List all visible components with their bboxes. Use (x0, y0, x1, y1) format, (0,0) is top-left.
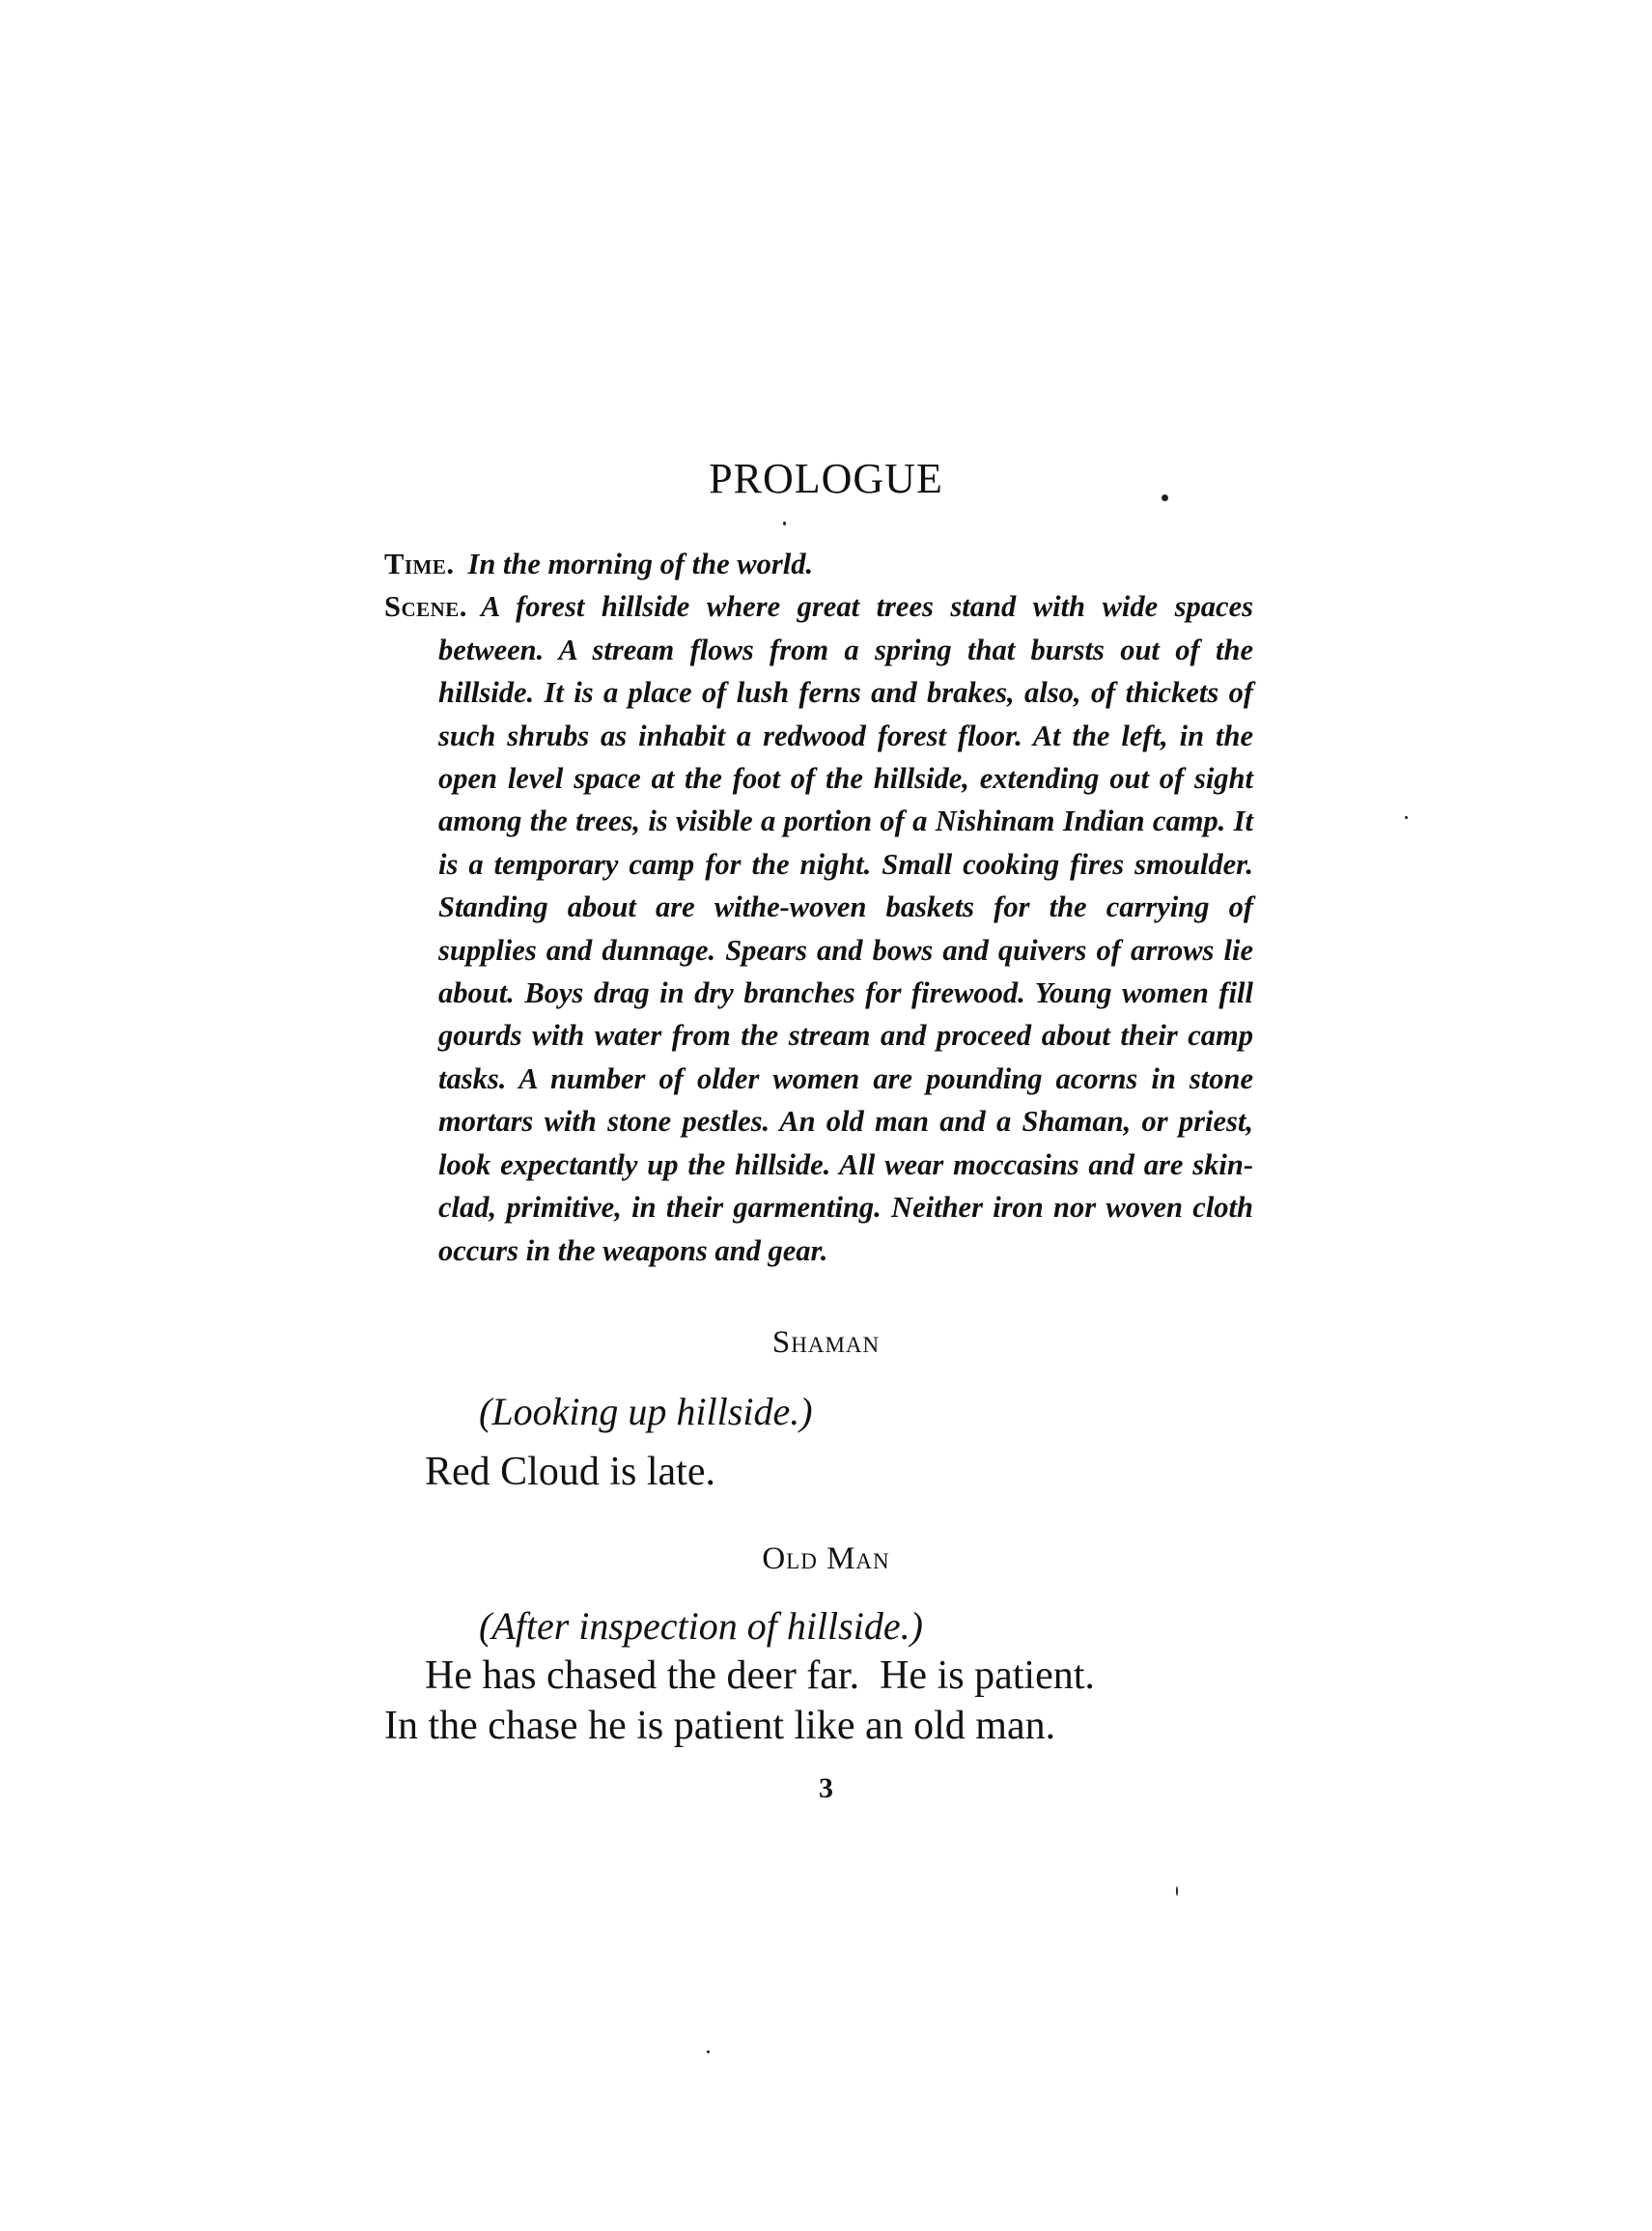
page-title: PROLOGUE (709, 455, 943, 502)
stage-directions (384, 543, 1253, 1272)
speaker-name-old-man: Old Man (762, 1541, 890, 1576)
time-label: Time. (384, 548, 455, 580)
speaker-name-shaman: Shaman (771, 1325, 881, 1360)
scene-text: A forest hillside where great trees stand with wide spaces between. A stream flows from a spring that bursts out of the hillside. It is a place of lush ferns and brakes, also, of thickets of such shrubs as inhabit a redwood forest floor. At the left, in the open level space at the foot of the hillside, extending out of sight among the trees, is visible a portion of a Nishinam Indian camp. It is a temporary camp for the night. Small cooking fires smoulder. Standing about are withe-woven baskets for the carrying of supplies and dunnage. Spears and bows and quivers of arrows lie about. Boys drag in dry branches for firewood. Young women fill gourds with water from the stream and proceed about their camp tasks. A number of older women are pounding acorns in stone mortars with stone pestles. An old man and a Shaman, or priest, look expectantly up the hillside. All wear moccasins and are skin-clad, primitive, in their garmenting. Neither iron nor woven cloth occurs in the weapons and gear. (438, 590, 1253, 1267)
dialogue-line-old-man-2: In the chase he is patient like an old man. (384, 1704, 1056, 1748)
scan-speck (1162, 494, 1168, 501)
scene-label: Scene. (384, 590, 467, 624)
scan-speck (707, 2050, 710, 2053)
stage-direction-scene (384, 585, 1253, 1272)
scan-speck (1405, 816, 1408, 819)
stage-direction-shaman: (Looking up hillside.) (479, 1390, 813, 1433)
time-text: In the morning of the world. (467, 548, 814, 580)
scan-speck (783, 522, 786, 525)
scan-speck (1176, 1886, 1178, 1896)
stage-direction-time (384, 543, 1253, 585)
stage-direction-old-man: (After inspection of hillside.) (479, 1604, 923, 1648)
page-number: 3 (819, 1772, 833, 1804)
dialogue-line-old-man-1: He has chased the deer far. He is patient. (425, 1653, 1095, 1698)
dialogue-line-shaman: Red Cloud is late. (425, 1450, 715, 1494)
